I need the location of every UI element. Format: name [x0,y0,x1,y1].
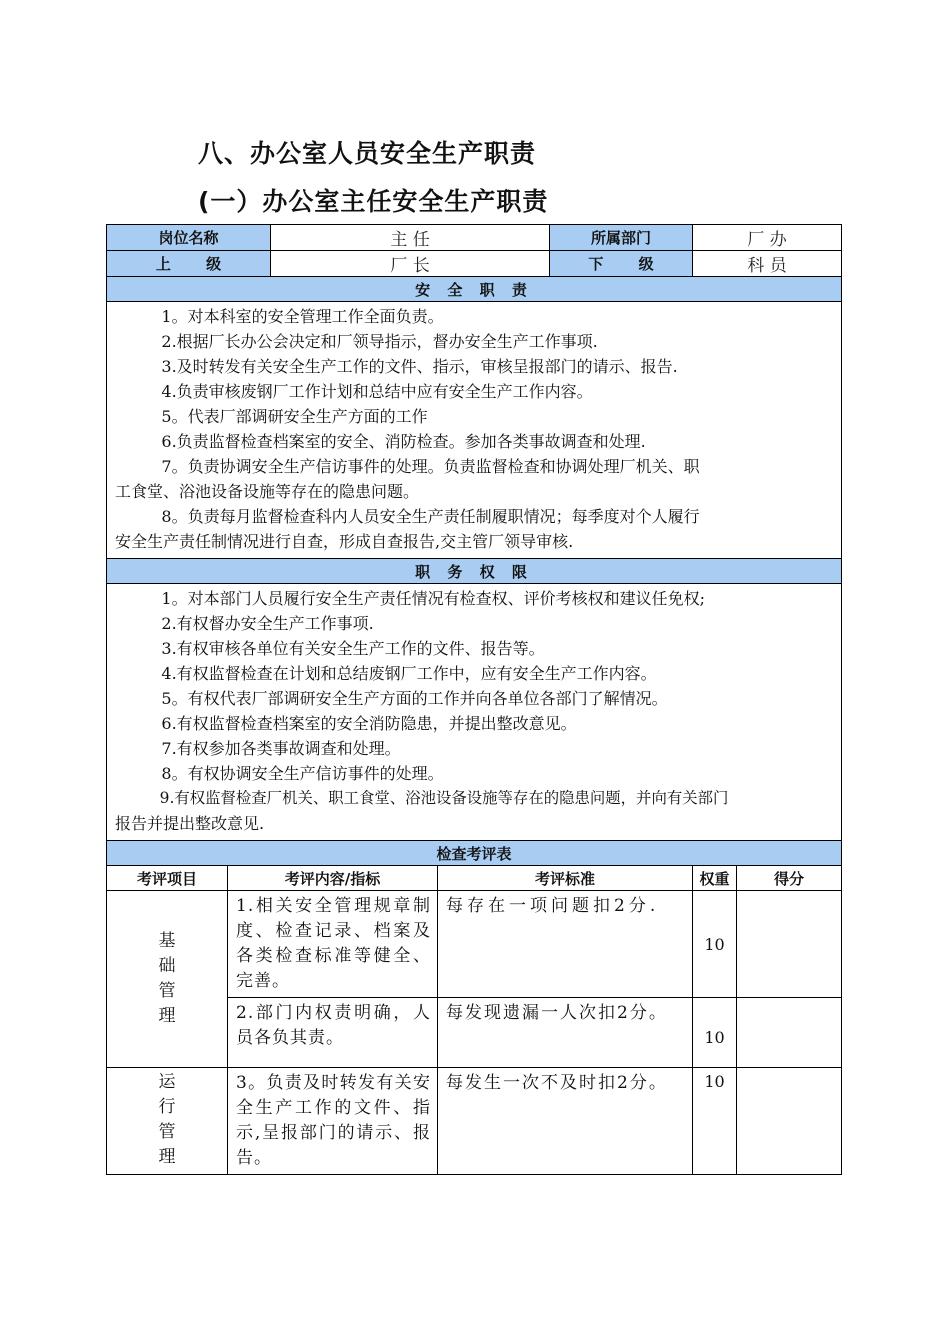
authority-item-continuation: 报告并提出整改意见. [115,814,265,833]
evaluation-header: 检查考评表 [107,841,842,866]
authority-item: 6.有权监督检查档案室的安全消防隐患，并提出整改意见。 [161,714,577,733]
duty-item: 5。代表厂部调研安全生产方面的工作 [161,407,428,426]
duty-item: 1。对本科室的安全管理工作全面负责。 [161,307,444,326]
eval-content: 2.部门内权责明确，人员各负其责。 [228,998,438,1068]
duty-item-continuation: 工食堂、浴池设备设施等存在的隐患问题。 [115,482,420,501]
dept-label: 所属部门 [550,225,693,251]
post-label: 岗位名称 [107,225,271,251]
authority-list [107,584,842,841]
col-header-score: 得分 [737,866,842,891]
post-value: 主 任 [271,225,550,251]
category-basic-management [107,891,228,1068]
eval-standard: 每发生一次不及时扣2分。 [438,1068,693,1175]
col-header-weight: 权重 [693,866,737,891]
authority-item: 9.有权监督检查厂机关、职工食堂、浴池设备设施等存在的隐患问题，并向有关部门 [159,789,729,807]
eval-weight: 10 [693,891,737,998]
subordinate-value: 科 员 [693,251,842,277]
duties-header: 安 全 职 责 [107,277,842,302]
eval-score [737,998,842,1068]
duty-item-continuation: 安全生产责任制情况进行自查，形成自查报告,交主管厂领导审核. [115,532,574,551]
category-char: 行 [158,1097,176,1117]
category-char: 理 [158,1006,176,1026]
authority-item: 2.有权督办安全生产工作事项. [161,614,374,633]
duty-item: 2.根据厂长办公会决定和厂领导指示，督办安全生产工作事项. [161,332,598,351]
responsibility-table [106,224,842,1175]
category-operation-management [107,1068,228,1175]
eval-standard: 每存在一项问题扣2分. [438,891,693,998]
duty-item: 8。负责每月监督检查科内人员安全生产责任制履职情况；每季度对个人履行 [161,507,700,526]
col-header-item: 考评项目 [107,866,228,891]
col-header-standard: 考评标准 [438,866,693,891]
authority-header: 职 务 权 限 [107,559,842,584]
subordinate-label: 下 级 [550,251,693,277]
col-header-content: 考评内容/指标 [228,866,438,891]
eval-content: 1.相关安全管理规章制度、检查记录、档案及各类检查标准等健全、完善。 [228,891,438,998]
eval-standard: 每发现遗漏一人次扣2分。 [438,998,693,1068]
section-title: (一）办公室主任安全生产职责 [198,187,549,216]
duty-item: 3.及时转发有关安全生产工作的文件、指示，审核呈报部门的请示、报告. [161,357,678,376]
authority-item: 7.有权参加各类事故调查和处理。 [161,739,401,758]
category-char: 基 [158,931,176,951]
duty-item: 4.负责审核废钢厂工作计划和总结中应有安全生产工作内容。 [161,382,593,401]
category-char: 管 [158,1122,176,1142]
eval-weight: 10 [693,998,737,1068]
category-char: 运 [158,1072,176,1092]
eval-score [737,1068,842,1175]
authority-item: 8。有权协调安全生产信访事件的处理。 [161,764,444,783]
page-title: 八、办公室人员安全生产职责 [198,139,537,168]
authority-item: 1。对本部门人员履行安全生产责任情况有检查权、评价考核权和建议任免权; [161,589,705,608]
category-char: 础 [158,956,176,976]
category-char: 管 [158,981,176,1001]
authority-item: 5。有权代表厂部调研安全生产方面的工作并向各单位各部门了解情况。 [161,689,668,708]
authority-item: 4.有权监督检查在计划和总结废钢厂工作中，应有安全生产工作内容。 [161,664,657,683]
authority-item: 3.有权审核各单位有关安全生产工作的文件、报告等。 [161,639,545,658]
superior-value: 厂 长 [271,251,550,277]
dept-value: 厂 办 [693,225,842,251]
duties-list [107,302,842,559]
superior-label: 上 级 [107,251,271,277]
category-char: 理 [158,1147,176,1167]
duty-item: 7。负责协调安全生产信访事件的处理。负责监督检查和协调处理厂机关、职 [161,457,700,476]
duty-item: 6.负责监督检查档案室的安全、消防检查。参加各类事故调查和处理. [161,432,646,451]
eval-score [737,891,842,998]
eval-weight: 10 [693,1068,737,1175]
eval-content: 3。负责及时转发有关安全生产工作的文件、指示,呈报部门的请示、报告。 [228,1068,438,1175]
